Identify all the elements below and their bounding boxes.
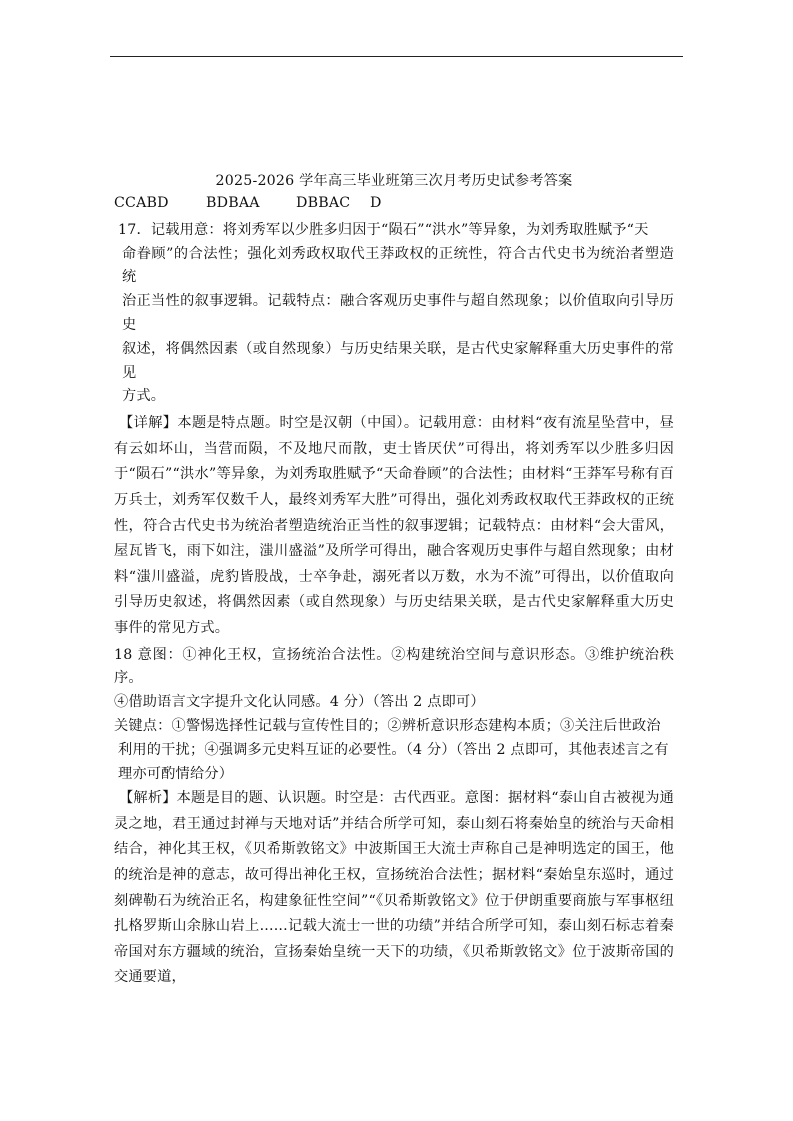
answer-group-2: BDBAA	[206, 195, 260, 211]
q18-analysis	[114, 786, 674, 991]
q17-detail	[114, 411, 674, 641]
q18-intent-line: 18 意图：①神化王权，宣扬统治合法性。②构建统治空间与意识形态。③维护统治秩序。	[114, 646, 674, 687]
answer-group-1: CCABD	[114, 195, 169, 211]
header-rule	[110, 56, 683, 57]
q17-line: 方式。	[122, 388, 166, 405]
answer-group-3: DBBAC	[296, 195, 351, 211]
q17-line: 17．记载用意：将刘秀军以少胜多归因于“陨石”“洪水”等异象，为刘秀取胜赋予“天	[118, 221, 649, 238]
q18-intent-line: ④借助语言文字提升文化认同感。4 分）（答出 2 点即可）	[114, 694, 485, 711]
document-title: 2025-2026 学年高三毕业班第三次月考历史试参考答案	[215, 173, 573, 189]
q18-key-line: 关键点：①警惕选择性记载与宣传性目的；②辨析意识形态建构本质；③关注后世政治	[114, 717, 661, 734]
detail-text: 本题是特点题。时空是汉朝（中国）。记载用意：由材料“夜有流星坠营中，昼有云如坏山，当营而陨，不及地尺而散，吏士皆厌伏”可得出，将刘秀军以少胜多归因于“陨石”“洪水”等异象，为刘秀取胜赋予“天命眷顾”的合法性；由材料“王莽军号称有百万兵士，刘秀军仅数千人，最终刘秀军大胜”可得出，强化刘秀政权取代王莽政权的正统性，符合古代史书为统治者塑造统治正当性的叙事逻辑；记载特点：由材料“会大雷风，屋瓦皆飞，雨下如注，滍川盛溢”及所学可得出，融合客观历史事件与超自然现象；由材料“滍川盛溢，虎豹皆股战，士卒争赴，溺死者以万数，水为不流”可得出，以价值取向引导历史叙述，将偶然因素（或自然现象）与历史结果关联，是古代史家解释重大历史事件的常见方式。	[114, 415, 674, 636]
answer-document	[114, 170, 674, 991]
q17-answer	[114, 219, 674, 409]
q18-key-line: 利用的干扰；④强调多元史料互证的必要性。（4 分）（答出 2 点即可，其他表述言之有	[118, 741, 669, 758]
answer-group-4: D	[370, 195, 382, 211]
analysis-text: 本题是目的题、认识题。时空是：古代西亚。意图：据材料“泰山自古被视为通灵之地，君王通过封禅与天地对话”并结合所学可知，泰山刻石将秦始皇的统治与天命相结合，神化其王权，《贝希斯敦铭文》中波斯国王大流士声称自己是神明选定的国王，他的统治是神的意志，故可得出神化王权，宣扬统治合法性；据材料“秦始皇东巡时，通过刻碑勒石为统治正名，构建象征性空间”“《贝希斯敦铭文》位于伊朗重要商旅与军事枢纽扎格罗斯山余脉山岩上......记载大流士一世的功绩”并结合所学可知，泰山刻石标志着秦帝国对东方疆域的统治，宣扬秦始皇统一天下的功绩，《贝希斯敦铭文》位于波斯帝国的交通要道，	[114, 790, 674, 986]
q18-answer	[114, 644, 674, 787]
q17-line: 命眷顾”的合法性；强化刘秀政权取代王莽政权的正统性，符合古代史书为统治者塑造统	[122, 245, 674, 286]
q17-line: 叙述，将偶然因素（或自然现象）与历史结果关联，是古代史家解释重大历史事件的常见	[122, 340, 674, 381]
q17-line: 治正当性的叙事逻辑。记载特点：融合客观历史事件与超自然现象；以价值取向引导历史	[122, 293, 674, 333]
choice-answers	[114, 192, 674, 216]
analysis-tag: 【解析】	[119, 790, 177, 807]
q18-key-line: 理亦可酌情给分）	[118, 765, 234, 782]
detail-tag: 【详解】	[119, 415, 178, 432]
